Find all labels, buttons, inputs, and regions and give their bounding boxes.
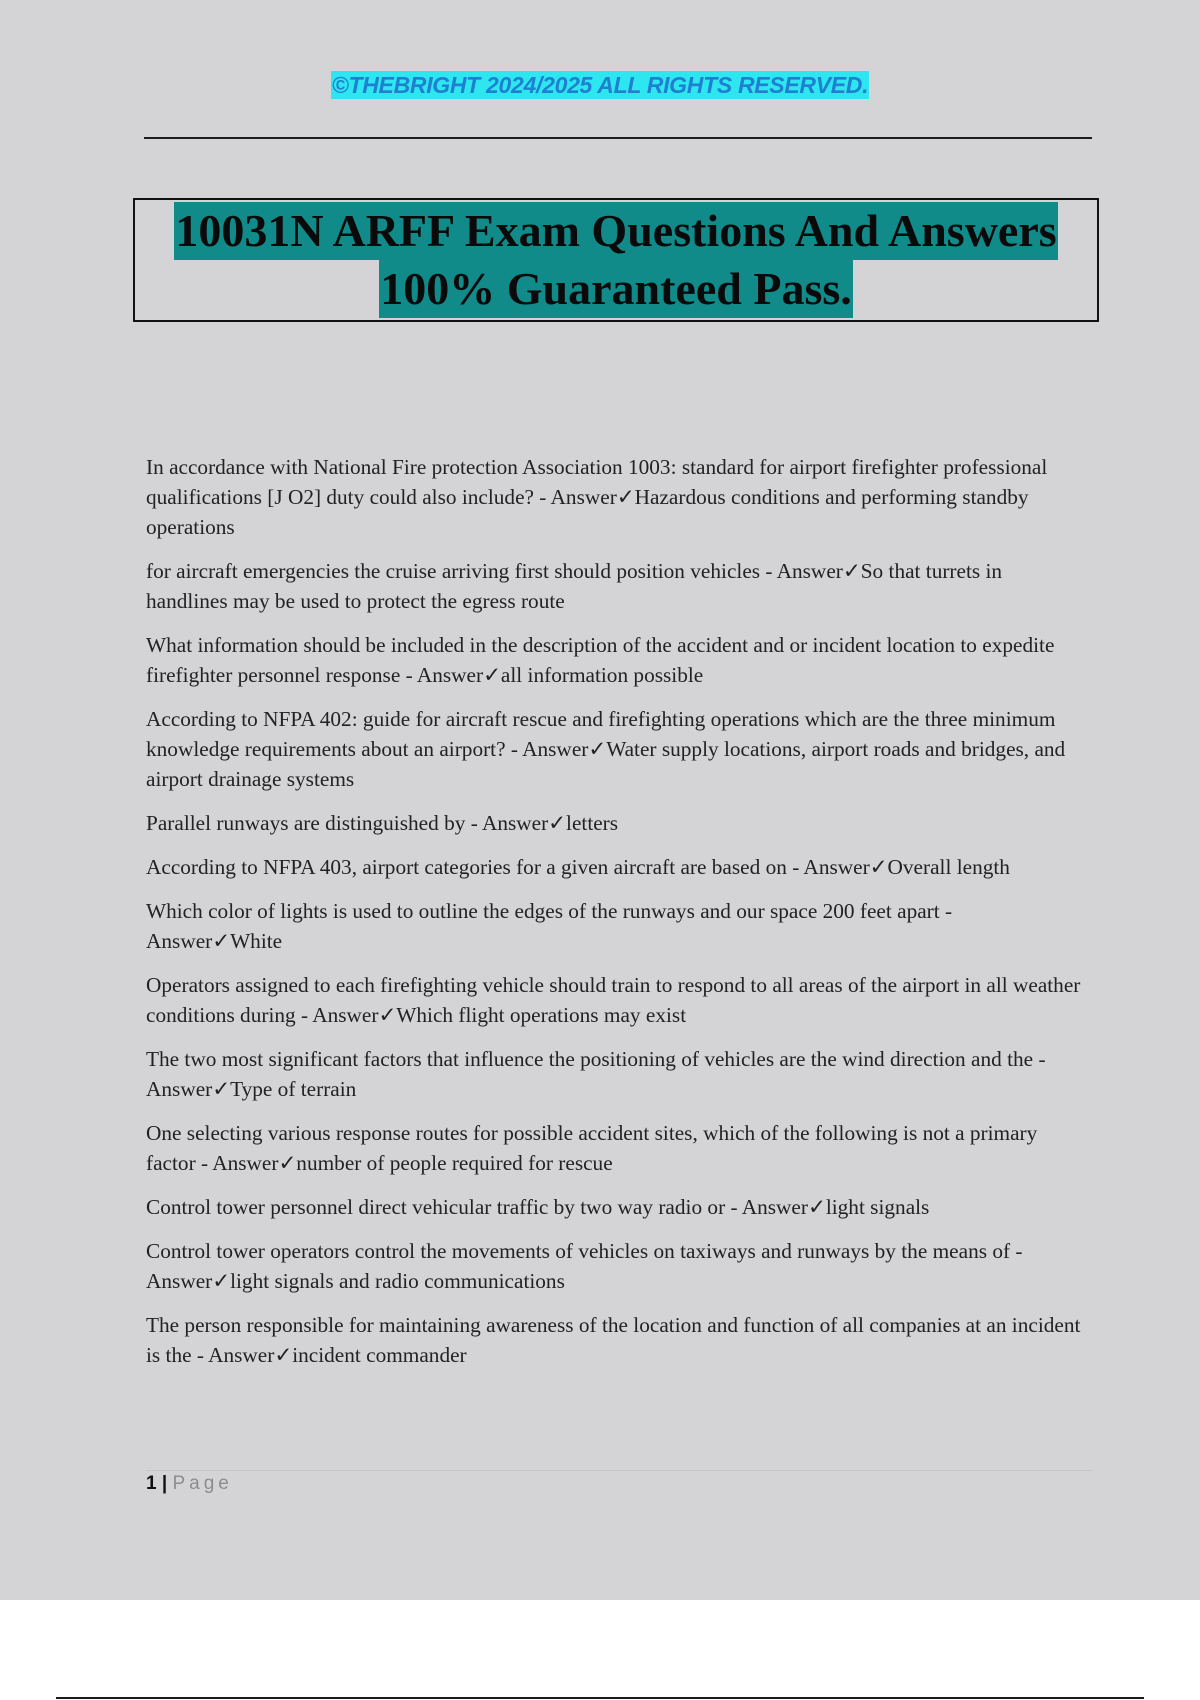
copyright-text: ©THEBRIGHT 2024/2025 ALL RIGHTS RESERVED. bbox=[331, 72, 869, 98]
qa-item: One selecting various response routes for possible accident sites, which of the following is not a primary factor - Answer✓number of people required for rescue bbox=[146, 1121, 1038, 1175]
page-number: 1 bbox=[146, 1473, 157, 1494]
header-divider bbox=[144, 137, 1092, 139]
qa-item: Parallel runways are distinguished by - Answer✓letters bbox=[146, 811, 619, 835]
qa-item: According to NFPA 403, airport categories for a given aircraft are based on - Answer✓Overall length bbox=[146, 855, 1010, 879]
qa-item: for aircraft emergencies the cruise arriving first should position vehicles - Answer✓So that turrets in handlines may be used to protect the egress route bbox=[146, 559, 1003, 613]
document-title-line-1: 10031N ARFF Exam Questions And Answers bbox=[174, 202, 1057, 260]
qa-list bbox=[146, 452, 1086, 1384]
qa-item: The person responsible for maintaining awareness of the location and function of all companies at an incident is the - Answer✓incident commander bbox=[146, 1313, 1081, 1367]
title-box bbox=[133, 198, 1099, 322]
qa-item: Control tower personnel direct vehicular traffic by two way radio or - Answer✓light signals bbox=[146, 1195, 930, 1219]
qa-item: In accordance with National Fire protection Association 1003: standard for airport firefighter professional qualifications [J O2] duty could also include? - Answer✓Hazardous conditions and performing standby operations bbox=[146, 455, 1048, 539]
copyright-notice bbox=[0, 72, 1200, 99]
page-label: Page bbox=[172, 1473, 233, 1494]
qa-item: According to NFPA 402: guide for aircraft rescue and firefighting operations which are the three minimum knowledge requirements about an airport? - Answer✓Water supply locations, airport roads and bridges, and airport drainage systems bbox=[146, 707, 1066, 791]
page-separator: | bbox=[161, 1473, 168, 1494]
document-title-line-2: 100% Guaranteed Pass. bbox=[379, 260, 853, 318]
qa-item: Which color of lights is used to outline the edges of the runways and our space 200 feet apart - Answer✓White bbox=[146, 899, 953, 953]
qa-item: Operators assigned to each firefighting vehicle should train to respond to all areas of the airport in all weather conditions during - Answer✓Which flight operations may exist bbox=[146, 973, 1081, 1027]
qa-item: The two most significant factors that influence the positioning of vehicles are the wind direction and the - Answer✓Type of terrain bbox=[146, 1047, 1046, 1101]
page-footer bbox=[146, 1473, 233, 1495]
qa-item: What information should be included in the description of the accident and or incident location to expedite firefighter personnel response - Answer✓all information possible bbox=[146, 633, 1055, 687]
bottom-divider bbox=[56, 1697, 1144, 1699]
qa-item: Control tower operators control the movements of vehicles on taxiways and runways by the means of - Answer✓light signals and radio communications bbox=[146, 1239, 1023, 1293]
footer-divider bbox=[146, 1470, 1092, 1471]
